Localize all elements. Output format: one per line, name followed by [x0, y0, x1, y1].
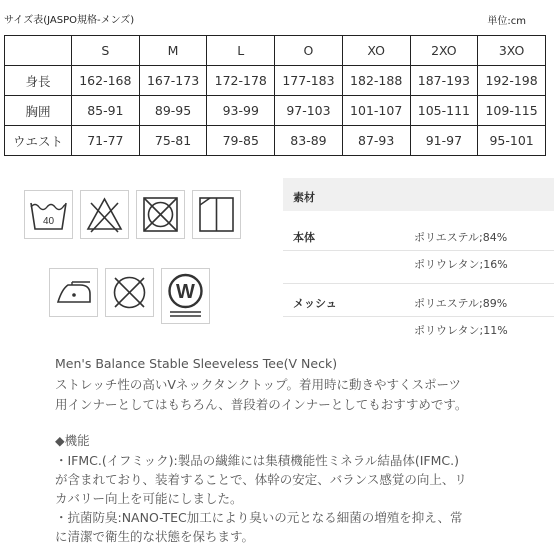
iron-low-icon: [49, 268, 98, 317]
divider: [283, 283, 554, 284]
table-cell: 83-89: [275, 126, 343, 156]
table-cell: 97-103: [275, 96, 343, 126]
table-cell: 172-178: [207, 66, 275, 96]
intro-line-1: ストレッチ性の高いVネックタンクトップ。着用時に動きやすくスポーツ: [55, 377, 462, 392]
table-cell: 93-99: [207, 96, 275, 126]
size-header-s: S: [72, 36, 140, 66]
table-cell: 177-183: [275, 66, 343, 96]
table-cell: 75-81: [139, 126, 207, 156]
row-label: 身長: [5, 66, 72, 96]
size-chart-title: サイズ表(JASPO規格-メンズ): [4, 15, 135, 26]
table-cell: 95-101: [478, 126, 546, 156]
body-material-label: 本体: [293, 231, 315, 244]
intro-line-2: 用インナーとしてはもちろん、普段着のインナーとしてもおすすめです。: [55, 397, 468, 412]
table-cell: 85-91: [72, 96, 140, 126]
material-heading: 素材: [293, 191, 315, 204]
table-cell: 91-97: [410, 126, 478, 156]
table-cell: 162-168: [72, 66, 140, 96]
features-heading: ◆機能: [55, 433, 90, 448]
material-header: [283, 178, 554, 211]
body-material-line-1: ポリエステル;84%: [414, 231, 508, 244]
size-header-m: M: [139, 36, 207, 66]
feature-line-3: カバリー向上を可能にしました。: [55, 491, 243, 506]
wet-clean-letter: W: [176, 281, 195, 303]
table-cell: 192-198: [478, 66, 546, 96]
mesh-material-label: メッシュ: [293, 297, 337, 310]
wet-clean-gentle-icon: [161, 268, 210, 324]
table-row-waist: [5, 126, 546, 156]
wash-temp-label: 40: [42, 216, 55, 227]
table-cell: 79-85: [207, 126, 275, 156]
table-cell: 105-111: [410, 96, 478, 126]
table-cell: 167-173: [139, 66, 207, 96]
table-cell: 87-93: [342, 126, 410, 156]
no-dry-clean-icon: [105, 268, 154, 317]
no-bleach-icon: [80, 190, 129, 239]
feature-line-5: に清潔で衛生的な状態を保ちます。: [55, 529, 255, 544]
line-dry-icon: [192, 190, 241, 239]
divider: [283, 316, 554, 317]
size-header-2xo: 2XO: [410, 36, 478, 66]
feature-line-1: ・IFMC.(イフミック):製品の繊維には集積機能性ミネラル結晶体(IFMC.): [55, 453, 459, 468]
mesh-material-line-2: ポリウレタン;11%: [414, 324, 508, 337]
table-cell: 89-95: [139, 96, 207, 126]
size-header-3xo: 3XO: [478, 36, 546, 66]
feature-line-4: ・抗菌防臭:NANO-TEC加工により臭いの元となる細菌の増殖を抑え、常: [55, 510, 463, 525]
table-cell: 182-188: [342, 66, 410, 96]
table-cell: 71-77: [72, 126, 140, 156]
size-header-o: O: [275, 36, 343, 66]
table-cell: 187-193: [410, 66, 478, 96]
unit-label: 単位:cm: [487, 16, 526, 27]
product-name: Men's Balance Stable Sleeveless Tee(V Neck): [55, 356, 338, 371]
size-header-xo: XO: [342, 36, 410, 66]
size-header-l: L: [207, 36, 275, 66]
size-table-corner: [5, 36, 72, 66]
feature-line-2: が含まれており、装着することで、体幹の安定、バランス感覚の向上、リ: [55, 472, 467, 487]
size-table: [4, 35, 546, 156]
row-label: ウエスト: [5, 126, 72, 156]
table-row-height: [5, 66, 546, 96]
no-tumble-dry-icon: [136, 190, 185, 239]
mesh-material-line-1: ポリエステル;89%: [414, 297, 508, 310]
table-cell: 109-115: [478, 96, 546, 126]
table-cell: 101-107: [342, 96, 410, 126]
divider: [283, 250, 554, 251]
wash-40-icon: [24, 190, 73, 239]
size-table-header-row: [5, 36, 546, 66]
table-row-chest: [5, 96, 546, 126]
body-material-line-2: ポリウレタン;16%: [414, 258, 508, 271]
row-label: 胸囲: [5, 96, 72, 126]
